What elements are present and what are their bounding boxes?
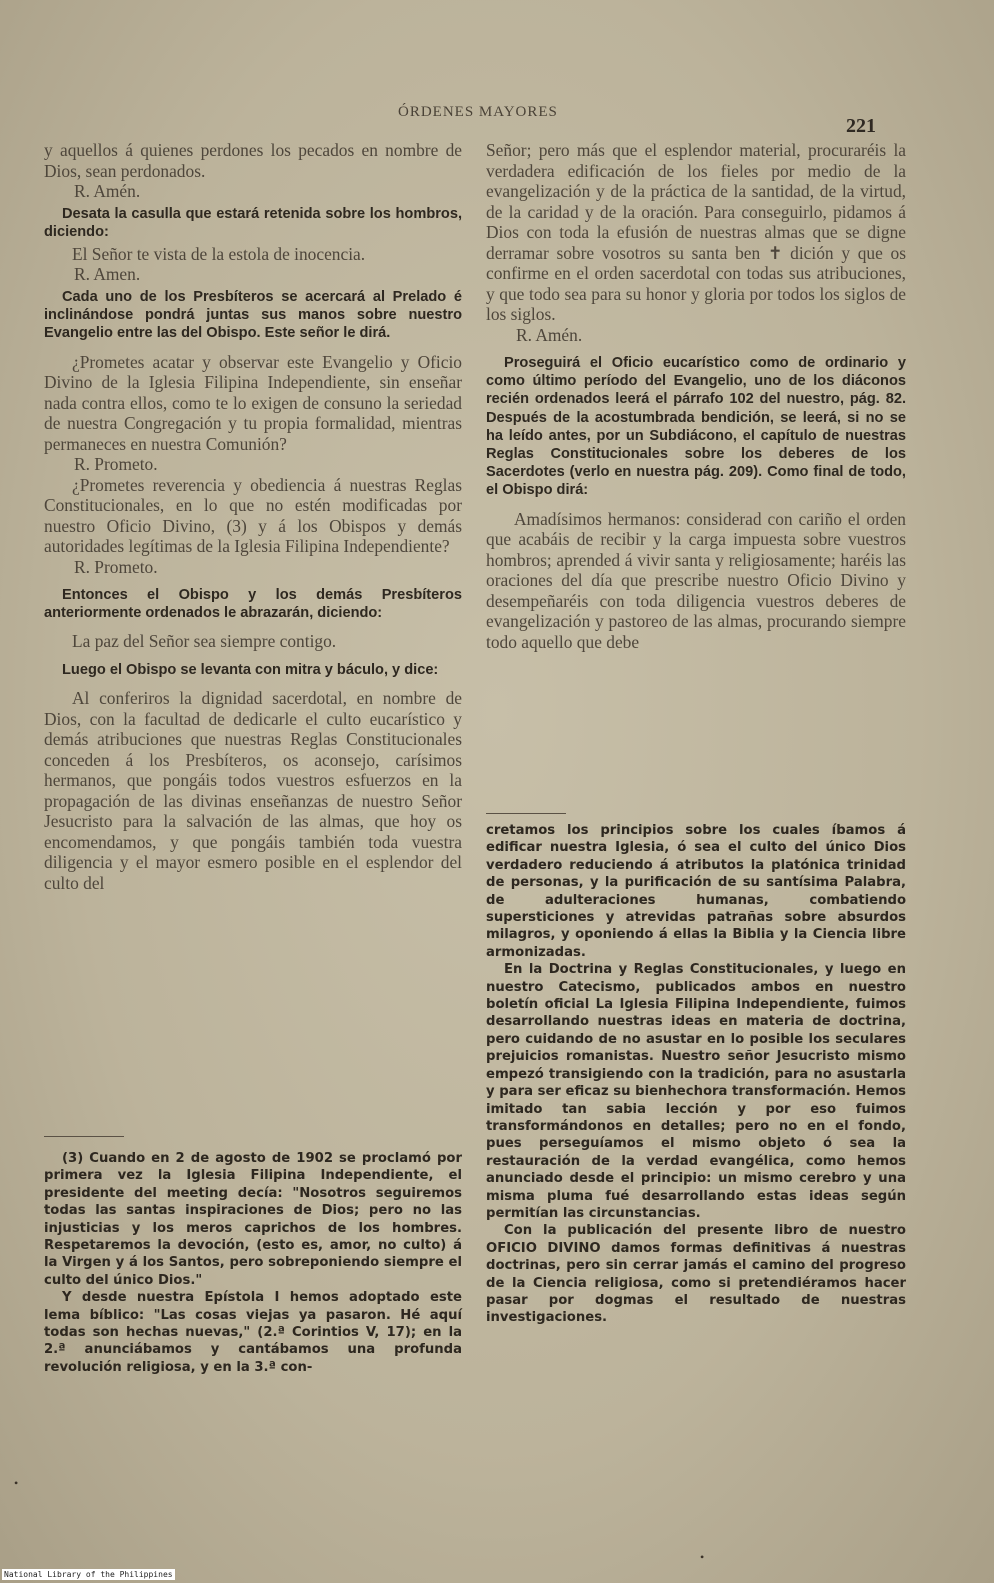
response-text: R. Prometo. — [74, 556, 158, 577]
footnote-paragraph: En la Doctrina y Reglas Constitucionales, y luego en nuestro Catecismo, publicados ambos en nuestro boletín oficial La Iglesia Filipina Independiente, fuimos desarrollando nuestras ideas en materia de doctrina, pero cuidando de no asustar en lo posible los seculares prejuicios romanistas. Nuestro señor Jesucristo mismo empezó transigiendo con la tradición, para no asustarla y para ser eficaz su bienhechora transformación. Hemos imitado tan sabia lección y por eso fuimos transformándonos en detalles; pero no en el fondo, pues perseguíamos el mismo objeto ó sea la restauración de la verdad evangélica, como hemos anunciado desde el principio: un mismo cerebro y una misma pluma fué desarrollando estas ideas según permitían las circunstancias. — [486, 962, 906, 1221]
right-column — [486, 140, 906, 652]
rubric-text: Cada uno de los Presbíteros se acercará al Prelado é inclinándose pondrá juntas sus manos sobre nuestro Evangelio entre las del Obispo. Este señor le dirá. — [44, 288, 462, 342]
running-head: ÓRDENES MAYORES — [398, 104, 558, 120]
rubric-text: Desata la casulla que estará retenida sobre los hombros, diciendo: — [44, 205, 462, 240]
verse-text: Al conferiros la dignidad sacerdotal, en nombre de Dios, con la facultad de dedicarle el culto eucarístico y demás atribuciones que nuestras Reglas Constitucionales conceden á los Presbíteros, os aconsejo, carísimos hermanos, que pongáis todos vuestros esfuerzos en la propagación de las divinas enseñanzas de nuestro Señor Jesucristo para la salvación de las almas, que hoy os encomendamos, y que pongáis también toda vuestra diligencia y el mayor esmero posible en el esplendor del culto del — [44, 688, 462, 893]
verse-text: Señor; pero más que el esplendor material, procuraréis la verdadera edificación de los fieles por medio de la evangelización y de la práctica de la santidad, de la virtud, de la caridad y de la oración. Para conseguirlo, pidamos á Dios con toda la efusión de nuestras almas que se digne derramar sobre vosotros su santa ben ✝ dición y que os confirme en el orden sacerdotal con todas sus atribuciones, y que todo sea para su honor y gloria por todos los siglos de los siglos. — [486, 140, 906, 324]
rubric-text: Entonces el Obispo y los demás Presbíteros anteriormente ordenados le abrazarán, diciendo: — [44, 587, 462, 622]
footnote-divider — [486, 813, 566, 814]
footnote-paragraph: Con la publicación del presente libro de nuestro OFICIO DIVINO damos formas definitivas á nuestras doctrinas, pero sin cerrar jamás el camino del progreso de la Ciencia religiosa, como si pretendiéramos hacer pasar por dogmas el resultado de nuestras investigaciones. — [486, 1223, 906, 1326]
footnote-divider — [44, 1136, 124, 1137]
footnote-paragraph: (3) Cuando en 2 de agosto de 1902 se proclamó por primera vez la Iglesia Filipina Independiente, el presidente del meeting decía: "Nosotros seguiremos todas las santas inspiraciones de Dios; pero no las injusticias y los meros caprichos de los hombres. Respetaremos la devoción, (esto es, amor, no culto) á la Virgen y á los Santos, pero sobreponiendo siempre el culto del único Dios." — [44, 1151, 462, 1288]
verse-text: ¿Prometes acatar y observar este Evangelio y Oficio Divino de la Iglesia Filipina Independiente, sin enseñar nada contra ellos, como te lo exigen de consuno la seriedad de nuestra Congregación y tu propia formalidad, mientras permaneces en nuestra Comunión? — [44, 351, 462, 454]
footnote-paragraph: Y desde nuestra Epístola I hemos adoptado este lema bíblico: "Las cosas viejas ya pasaron. Hé aquí todas son hechas nuevas," (2.ª Corintios V, 17); en la 2.ª anunciábamos y cantábamos una profunda revolución religiosa, y en la 3.ª con- — [44, 1290, 462, 1375]
ink-speck: • — [700, 1550, 705, 1564]
rubric-text: Luego el Obispo se levanta con mitra y báculo, y dice: — [62, 661, 439, 678]
page-number: 221 — [846, 115, 876, 137]
library-credit: National Library of the Philippines — [4, 1570, 173, 1579]
verse-text: La paz del Señor sea siempre contigo. — [72, 631, 337, 652]
footnote-paragraph: cretamos los principios sobre los cuales íbamos á edificar nuestra Iglesia, ó sea el culto del único Dios verdadero reduciendo á atributos la platónica trinidad de personas, y la purificación de su santísima Palabra, de adulteraciones humanas, combatiendo supersticiones y atrevidas patrañas sobre absurdos milagros, y oponiendo á ellas la Biblia y la Ciencia libre armonizadas. — [486, 823, 906, 960]
verse-text: y aquellos á quienes perdones los pecados en nombre de Dios, sean perdonados. — [44, 140, 462, 181]
verse-text: ¿Prometes reverencia y obediencia á nuestras Reglas Constitucionales, en lo que no estén modificadas por nuestro Oficio Divino, (3) y á los Obispos y demás autoridades legítimas de la Iglesia Filipina Independiente? — [44, 474, 462, 557]
footnote-left — [44, 1150, 462, 1376]
rubric-text: Proseguirá el Oficio eucarístico como de ordinario y como último período del Evangelio, uno de los diáconos recién ordenados leerá el párrafo 102 del nuestro, pág. 82. Después de la acostumbrada bendición, se leerá, si no se ha leído antes, por un Subdiácono, el capítulo de nuestras Reglas Constitucionales sobre los deberes de los Sacerdotes (verlo en nuestra pág. 209). Como final de todo, el Obispo dirá: — [486, 355, 906, 499]
response-text: R. Prometo. — [74, 454, 158, 475]
response-text: R. Amén. — [74, 181, 141, 201]
left-column — [44, 140, 462, 893]
ink-speck: • — [14, 1476, 19, 1490]
response-text: R. Amén. — [516, 324, 583, 345]
response-text: R. Amen. — [74, 264, 141, 285]
footnote-right — [486, 822, 906, 1327]
verse-text: El Señor te vista de la estola de inocencia. — [72, 243, 366, 264]
verse-text: Amadísimos hermanos: considerad con cariño el orden que acabáis de recibir y la carga impuesta sobre vuestros hombros; aprended á vivir santa y religiosamente; haréis las oraciones del día que prescribe nuestro Oficio Divino y desempeñaréis con toda diligencia vuestros deberes de evangelización y pastoreo de las almas, procurando siempre todo aquello que debe — [486, 508, 906, 652]
